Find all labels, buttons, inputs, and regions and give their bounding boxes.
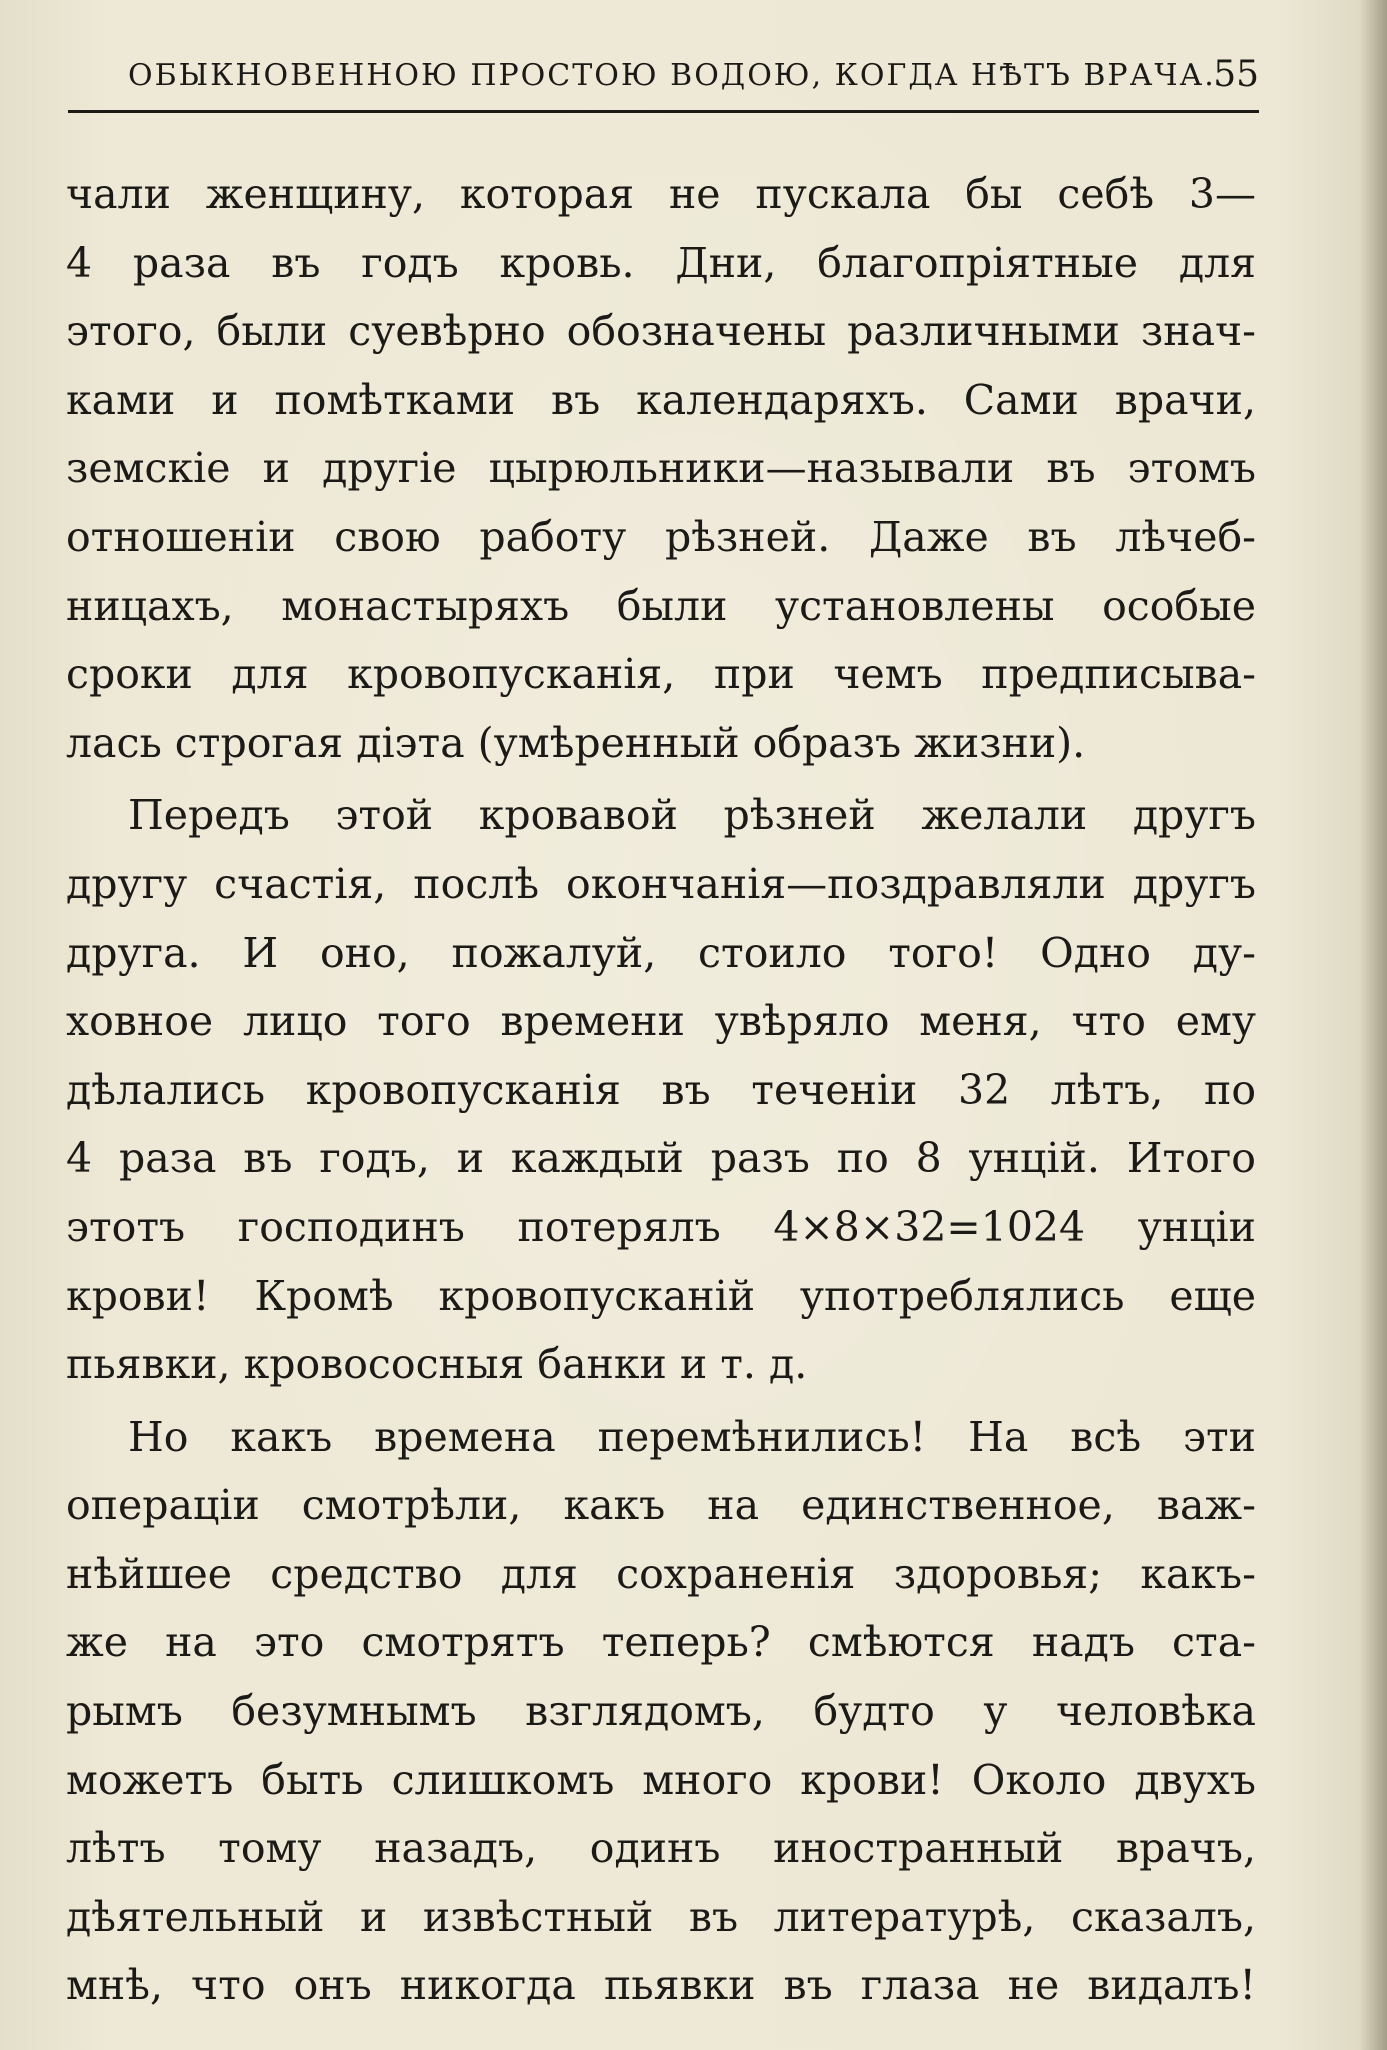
text-line: пьявки, кровососныя банки и т. д. bbox=[66, 1340, 808, 1389]
text-line: отношеніи свою работу рѣзней. Даже въ лѣчеб- bbox=[66, 512, 1256, 561]
text-line: дѣятельный и извѣстный въ литературѣ, сказалъ, bbox=[66, 1892, 1256, 1941]
page-number: 55 bbox=[1213, 54, 1259, 95]
text-line: ками и помѣтками въ календаряхъ. Сами врачи, bbox=[66, 375, 1256, 424]
text-line: же на это смотрятъ теперь? смѣются надъ ста- bbox=[66, 1618, 1256, 1667]
text-line: можетъ быть слишкомъ много крови! Около двухъ bbox=[66, 1755, 1256, 1804]
text-line: ницахъ, монастыряхъ были установлены особые bbox=[66, 581, 1256, 630]
text-line: лѣтъ тому назадъ, одинъ иностранный врачъ, bbox=[66, 1824, 1256, 1873]
page-header bbox=[68, 48, 1259, 113]
text-line: 4 раза въ годъ, и каждый разъ по 8 унцій. Итого bbox=[66, 1134, 1256, 1183]
text-line: чали женщину, которая не пускала бы себѣ 3— bbox=[66, 170, 1256, 218]
text-line: Передъ этой кровавой рѣзней желали другъ bbox=[128, 791, 1256, 840]
text-line: дѣлались кровопусканія въ теченіи 32 лѣтъ, по bbox=[66, 1065, 1256, 1114]
paragraph-2 bbox=[66, 781, 1256, 1398]
body-text bbox=[66, 160, 1256, 2024]
paragraph-1 bbox=[66, 160, 1256, 777]
binding-shadow bbox=[1359, 0, 1387, 2050]
text-line: друга. И оно, пожалуй, стоило того! Одно ду- bbox=[66, 928, 1256, 977]
text-line: земскіе и другіе цырюльники—называли въ этомъ bbox=[66, 444, 1256, 493]
text-line: ховное лицо того времени увѣряло меня, что ему bbox=[66, 997, 1256, 1046]
paragraph-3 bbox=[66, 1403, 1256, 2020]
text-line: мнѣ, что онъ никогда пьявки въ глаза не видалъ! bbox=[66, 1961, 1256, 2010]
text-line: этотъ господинъ потерялъ 4×8×32=1024 унціи bbox=[66, 1202, 1256, 1251]
text-line: Но какъ времена перемѣнились! На всѣ эти bbox=[128, 1412, 1256, 1461]
text-line: крови! Кромѣ кровопусканій употреблялись еще bbox=[66, 1271, 1256, 1320]
text-line: нѣйшее средство для сохраненія здоровья; какъ- bbox=[66, 1549, 1256, 1598]
text-line: сроки для кровопусканія, при чемъ предписыва- bbox=[66, 650, 1256, 699]
running-head: ОБЫКНОВЕННОЮ ПРОСТОЮ ВОДОЮ, КОГДА НѢТЪ ВРАЧА. bbox=[128, 58, 1216, 93]
text-line: этого, были суевѣрно обозначены различными знач- bbox=[66, 307, 1256, 356]
text-line: лась строгая діэта (умѣренный образъ жизни). bbox=[66, 718, 1086, 767]
text-line: другу счастія, послѣ окончанія—поздравляли другъ bbox=[66, 859, 1256, 908]
text-line: операціи смотрѣли, какъ на единственное, важ- bbox=[66, 1481, 1256, 1530]
text-line: рымъ безумнымъ взглядомъ, будто у человѣка bbox=[66, 1687, 1256, 1736]
text-line: 4 раза въ годъ кровь. Дни, благопріятные для bbox=[66, 238, 1256, 287]
